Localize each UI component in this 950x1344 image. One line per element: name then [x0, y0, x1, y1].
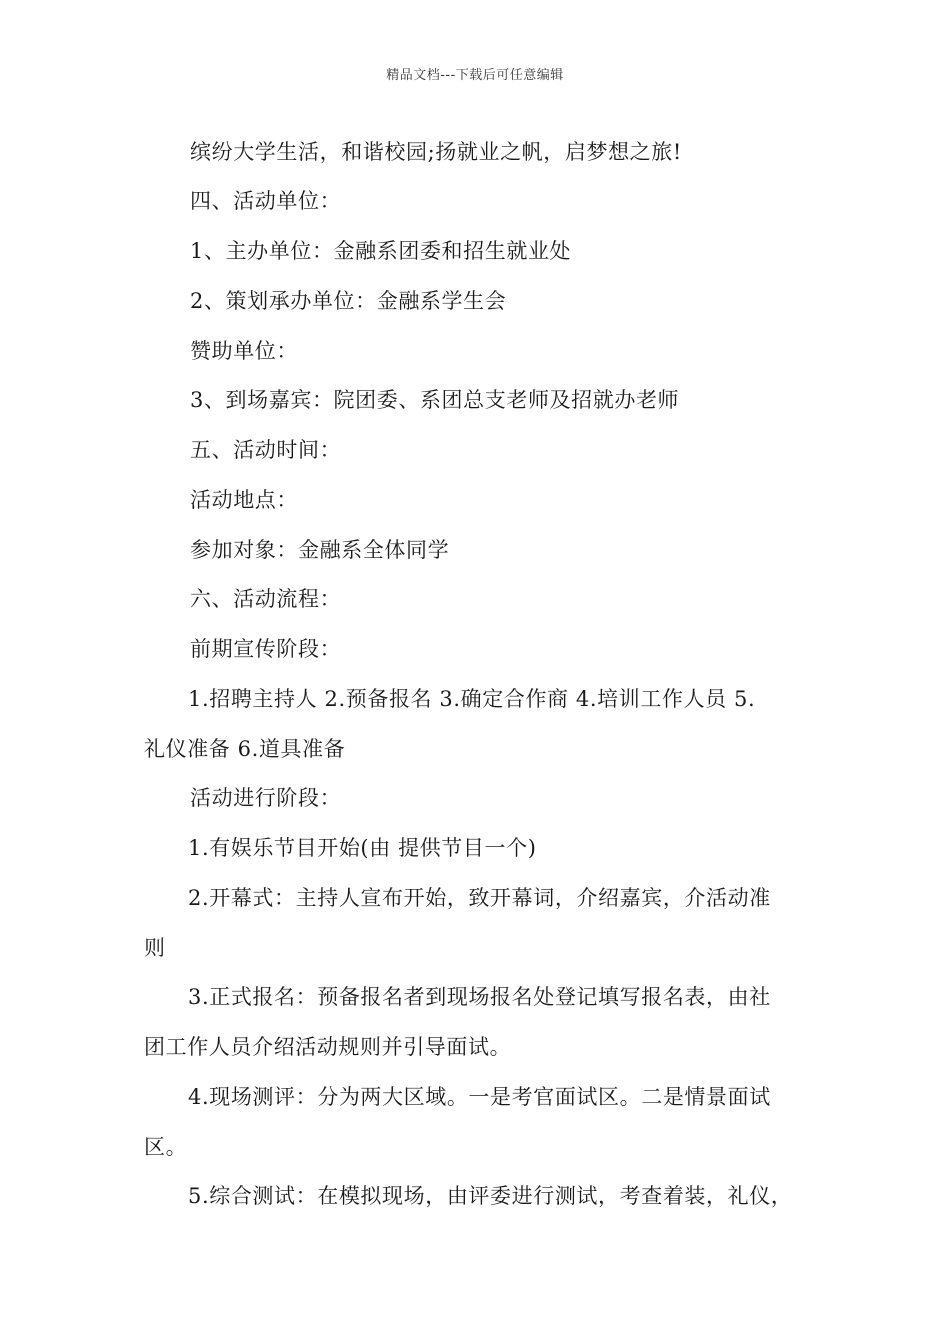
paragraph-line: 前期宣传阶段：	[190, 637, 342, 661]
paragraph-line: 参加对象：金融系全体同学	[190, 538, 450, 562]
paragraph-line: 1、主办单位：金融系团委和招生就业处	[190, 239, 572, 263]
page-header: 精品文档---下载后可任意编辑	[386, 68, 564, 83]
paragraph-line: 礼仪准备 6.道具准备	[144, 737, 346, 761]
paragraph-line: 5.综合测试：在模拟现场，由评委进行测试，考查着装，礼仪，	[188, 1184, 793, 1208]
section-heading: 五、活动时间：	[190, 438, 342, 462]
paragraph-line: 3.正式报名：预备报名者到现场报名处登记填写报名表，由社	[188, 985, 771, 1009]
paragraph-line: 2、策划承办单位：金融系学生会	[190, 289, 507, 313]
paragraph-line: 活动进行阶段：	[190, 786, 342, 810]
paragraph-line: 团工作人员介绍活动规则并引导面试。	[144, 1035, 512, 1059]
paragraph-line: 1.招聘主持人 2.预备报名 3.确定合作商 4.培训工作人员 5.	[188, 687, 756, 711]
paragraph-line: 赞助单位：	[190, 339, 298, 363]
section-heading: 四、活动单位：	[190, 189, 342, 213]
paragraph-line: 1.有娱乐节目开始(由 提供节目一个)	[188, 836, 537, 860]
paragraph-line: 缤纷大学生活，和谐校园;扬就业之帆，启梦想之旅!	[190, 140, 682, 164]
paragraph-line: 2.开幕式：主持人宣布开始，致开幕词，介绍嘉宾，介活动准	[188, 886, 771, 910]
paragraph-line: 4.现场测评：分为两大区域。一是考官面试区。二是情景面试	[188, 1085, 771, 1109]
paragraph-line: 区。	[144, 1135, 188, 1159]
paragraph-line: 则	[144, 936, 166, 960]
paragraph-line: 3、到场嘉宾：院团委、系团总支老师及招就办老师	[190, 388, 680, 412]
section-heading: 六、活动流程：	[190, 587, 342, 611]
paragraph-line: 活动地点：	[190, 488, 298, 512]
